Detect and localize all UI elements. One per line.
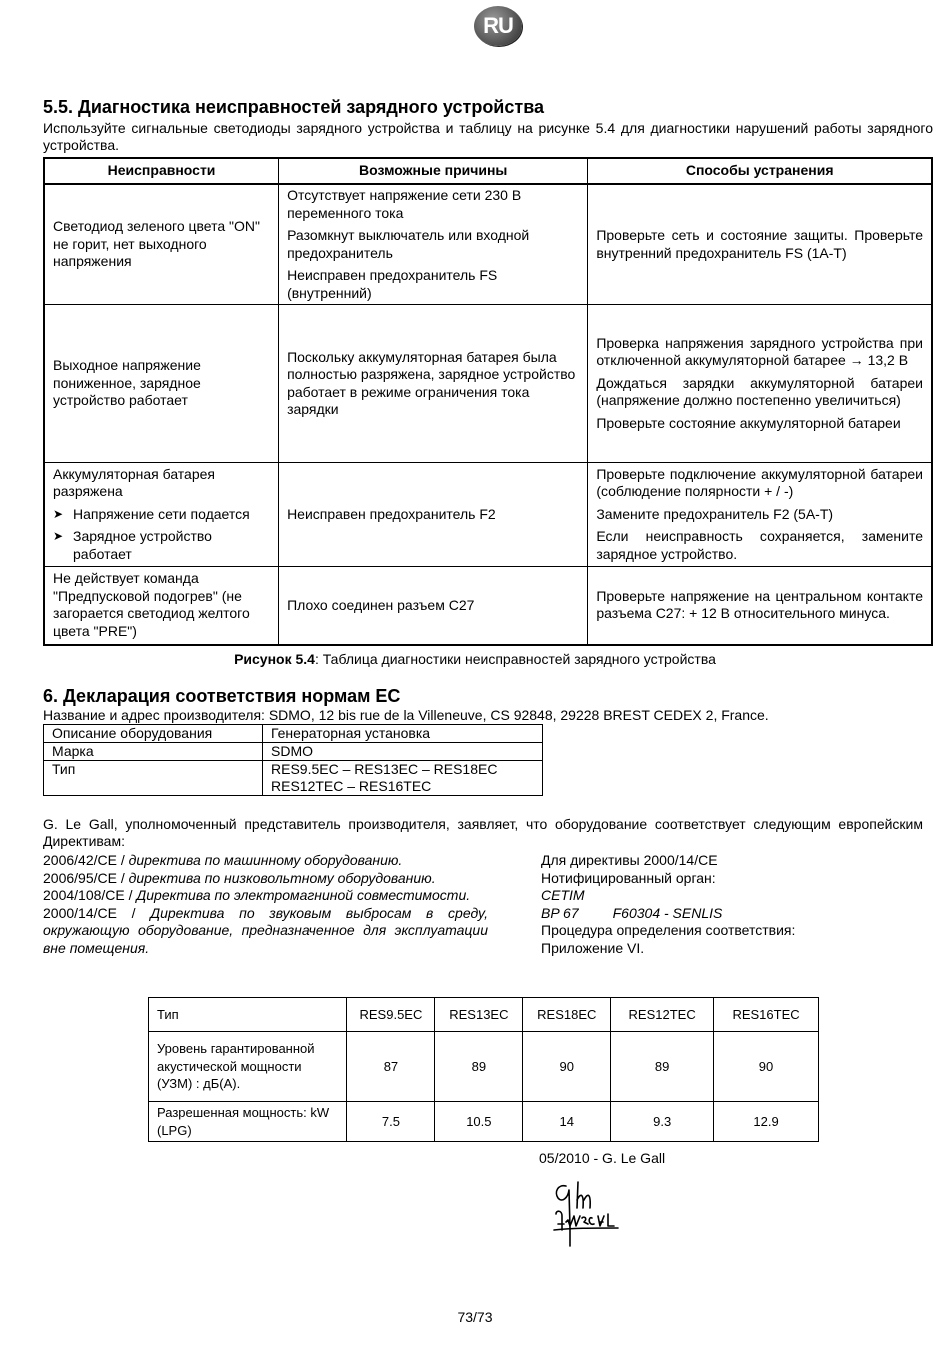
table-row (44, 761, 543, 796)
causes-cell (279, 567, 588, 645)
table-row (149, 1102, 819, 1142)
arrow-bullet-icon: ➤ (53, 529, 64, 544)
figure-caption (0, 651, 950, 667)
table-header-row (44, 158, 932, 184)
remedies-cell (588, 463, 932, 567)
notified-body-address (541, 905, 841, 923)
header-remedies: Способы устранения (588, 158, 932, 184)
remedy-text: Проверьте подключение аккумуляторной батареи (соблюдение полярности + / -) (596, 465, 923, 500)
cause-text: Отсутствует напряжение сети 230 В переменного тока (287, 187, 522, 221)
fault-cell: Светодиод зеленого цвета "ON" не горит, нет выходного напряжения (44, 184, 279, 305)
section-5-5-title: 5.5. Диагностика неисправностей зарядного устройства (43, 97, 545, 117)
power-value: 12.9 (714, 1102, 819, 1142)
equipment-label: Описание оборудования (44, 725, 263, 743)
table-row (44, 184, 932, 305)
table-row (149, 1032, 819, 1102)
equipment-value: SDMO (263, 743, 543, 761)
fault-bullet (53, 506, 270, 524)
language-badge: RU (474, 6, 522, 46)
directive-code: 2006/95/CE / (43, 869, 125, 886)
model-header: RES12TEC (611, 998, 714, 1032)
causes-cell (279, 184, 588, 305)
model-header: RES13EC (435, 998, 523, 1032)
directives-list (43, 852, 488, 958)
power-value: 14 (523, 1102, 611, 1142)
noise-value: 90 (523, 1032, 611, 1102)
noise-value: 90 (714, 1032, 819, 1102)
noise-value: 87 (347, 1032, 435, 1102)
causes-cell (279, 305, 588, 463)
remedy-text: Замените предохранитель F2 (5A-T) (596, 505, 834, 522)
directive-text: директива по машинному оборудованию. (128, 852, 403, 868)
caption-text: : Таблица диагностики неисправностей зарядного устройства (314, 651, 716, 667)
directive-code: 2004/108/CE / (43, 887, 133, 904)
directive-item (43, 852, 488, 870)
remedy-text: Проверка напряжения зарядного устройства при отключенной аккумуляторной батарее → 13,2 В (596, 334, 923, 369)
fault-cell (44, 463, 279, 567)
signature-date: 05/2010 - G. Le Gall (539, 1150, 666, 1166)
caption-label: Рисунок 5.4 (234, 651, 315, 667)
type-header: Тип (149, 998, 347, 1032)
model-line: RES9.5EC – RES13EC – RES18EC (271, 761, 498, 777)
noise-value: 89 (435, 1032, 523, 1102)
directive-text: директива по низковольтному оборудованию. (128, 869, 436, 886)
table-row (44, 463, 932, 567)
notified-body (541, 852, 841, 958)
table-row (44, 743, 543, 761)
model-header: RES16TEC (714, 998, 819, 1032)
table-row (44, 567, 932, 645)
procedure-label: Процедура определения соответствия: (541, 922, 796, 939)
directive-ref: Для директивы 2000/14/CE (541, 852, 718, 868)
remedies-cell (588, 184, 932, 305)
causes-cell (279, 463, 588, 567)
notified-body-label: Нотифицированный орган: (541, 869, 716, 886)
power-label: Разрешенная мощность: kW (LPG) (149, 1102, 347, 1142)
directive-code: 2006/42/CE / (43, 852, 125, 868)
equipment-label: Тип (44, 761, 263, 796)
cause-text: Разомкнут выключатель или входной предохранитель (287, 227, 530, 261)
fault-cell: Не действует команда "Предпусковой подогрев" (не загорается светодиод желтого цвета "PRE") (44, 567, 279, 645)
directive-item (43, 887, 488, 905)
remedy-text: Проверьте состояние аккумуляторной батареи (596, 414, 901, 431)
table-row (44, 305, 932, 463)
cause-text: Поскольку аккумуляторная батарея была полностью разряжена, зарядное устройство работает в режиме ограничения тока зарядки (287, 348, 576, 417)
page-number: 73/73 (457, 1309, 493, 1325)
remedy-text: Дождаться зарядки аккумуляторной батареи (напряжение должно постепенно увеличиться) (596, 374, 923, 409)
address-city: F60304 - SENLIS (612, 904, 723, 921)
remedy-text: Если неисправность сохраняется, замените зарядное устройство. (596, 528, 923, 562)
directive-code: 2000/14/CE / (43, 904, 136, 921)
address-po: BP 67 (541, 904, 579, 921)
manufacturer-line: Название и адрес производителя: SDMO, 12 bis rue de la Villeneuve, CS 92848, 29228 BREST CEDEX 2, France. (43, 707, 769, 723)
cause-text: Неисправен предохранитель F2 (287, 505, 496, 522)
equipment-table (43, 724, 543, 796)
remedies-cell (588, 305, 932, 463)
power-value: 10.5 (435, 1102, 523, 1142)
table-row (44, 725, 543, 743)
remedy-text: Проверьте сеть и состояние защиты. Проверьте внутренний предохранитель FS (1A-T) (596, 227, 923, 261)
bullet-text: Напряжение сети подается (73, 505, 250, 522)
remedies-cell (588, 567, 932, 645)
directive-text: Директива по звуковым выбросам в среду, окружающую оборудование, предназначенное для эксплуатации вне помещения. (43, 904, 488, 956)
header-causes: Возможные причины (279, 158, 588, 184)
power-value: 9.3 (611, 1102, 714, 1142)
equipment-value (263, 761, 543, 796)
procedure-value: Приложение VI. (541, 939, 645, 956)
fault-cell: Выходное напряжение пониженное, зарядное устройство работает (44, 305, 279, 463)
noise-label: Уровень гарантированной акустической мощности (УЗМ) : дБ(А). (149, 1032, 347, 1102)
declaration-statement: G. Le Gall, уполномоченный представитель производителя, заявляет, что оборудование соответствует следующим европейским Директивам: (43, 816, 923, 849)
fault-bullet (53, 528, 270, 563)
directive-item (43, 905, 488, 958)
section-5-5-intro: Используйте сигнальные светодиоды зарядного устройства и таблицу на рисунке 5.4 для диагностики нарушений работы зарядного устройства. (43, 120, 933, 153)
notified-body-name: CETIM (541, 887, 585, 904)
equipment-value: Генераторная установка (263, 725, 543, 743)
cause-text: Неисправен предохранитель FS (внутренний) (287, 267, 498, 301)
fault-text: Аккумуляторная батарея разряжена (53, 465, 215, 500)
section-6-title: 6. Декларация соответствия нормам ЕС (43, 686, 401, 706)
header-faults: Неисправности (44, 158, 279, 184)
handwritten-signature (548, 1178, 628, 1250)
noise-value: 89 (611, 1032, 714, 1102)
equipment-label: Марка (44, 743, 263, 761)
power-value: 7.5 (347, 1102, 435, 1142)
bullet-text: Зарядное устройство работает (73, 528, 212, 562)
cause-text: Плохо соединен разъем C27 (287, 596, 475, 613)
model-header: RES18EC (523, 998, 611, 1032)
model-line: RES12TEC – RES16TEC (271, 778, 432, 794)
remedy-text: Проверьте напряжение на центральном контакте разъема C27: + 12 В относительного минуса. (596, 587, 923, 622)
directive-text: Директива по электромагниной совместимости. (136, 887, 471, 904)
directive-item (43, 870, 488, 888)
table-row (149, 998, 819, 1032)
model-header: RES9.5EC (347, 998, 435, 1032)
noise-power-table (148, 997, 819, 1142)
arrow-bullet-icon: ➤ (53, 506, 64, 521)
diagnostics-table (43, 157, 933, 646)
